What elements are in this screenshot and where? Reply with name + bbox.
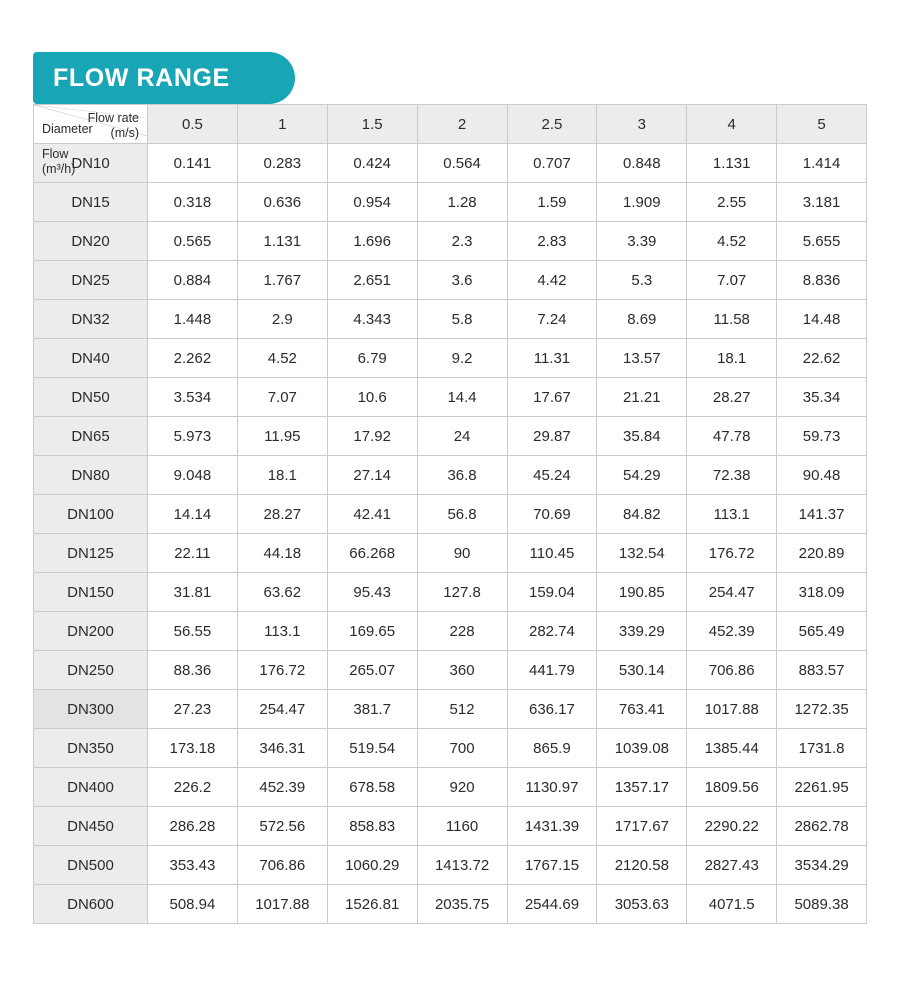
table-cell-flow-value: 1.767	[237, 261, 327, 300]
table-cell-flow-value: 132.54	[597, 534, 687, 573]
table-cell-flow-value: 0.283	[237, 144, 327, 183]
table-cell-flow-value: 2862.78	[777, 807, 867, 846]
row-header-diameter: DN32	[34, 300, 148, 339]
table-cell-flow-value: 45.24	[507, 456, 597, 495]
table-cell-flow-value: 286.28	[148, 807, 238, 846]
table-row	[34, 300, 867, 339]
table-cell-flow-value: 22.62	[777, 339, 867, 378]
table-cell-flow-value: 530.14	[597, 651, 687, 690]
table-cell-flow-value: 5.8	[417, 300, 507, 339]
table-cell-flow-value: 3.534	[148, 378, 238, 417]
table-row	[34, 651, 867, 690]
row-header-diameter: DN40	[34, 339, 148, 378]
table-cell-flow-value: 254.47	[237, 690, 327, 729]
table-cell-flow-value: 56.8	[417, 495, 507, 534]
table-cell-flow-value: 6.79	[327, 339, 417, 378]
table-cell-flow-value: 190.85	[597, 573, 687, 612]
table-cell-flow-value: 7.07	[687, 261, 777, 300]
table-cell-flow-value: 70.69	[507, 495, 597, 534]
table-cell-flow-value: 4.42	[507, 261, 597, 300]
table-cell-flow-value: 176.72	[237, 651, 327, 690]
corner-label-diameter: Diameter	[42, 122, 93, 136]
table-cell-flow-value: 254.47	[687, 573, 777, 612]
table-cell-flow-value: 11.58	[687, 300, 777, 339]
table-cell-flow-value: 18.1	[687, 339, 777, 378]
table-row	[34, 339, 867, 378]
table-cell-flow-value: 763.41	[597, 690, 687, 729]
row-header-diameter: DN450	[34, 807, 148, 846]
table-row	[34, 612, 867, 651]
row-header-diameter: DN15	[34, 183, 148, 222]
table-cell-flow-value: 8.69	[597, 300, 687, 339]
table-cell-flow-value: 27.14	[327, 456, 417, 495]
table-cell-flow-value: 24	[417, 417, 507, 456]
table-cell-flow-value: 0.564	[417, 144, 507, 183]
row-header-diameter: DN10	[34, 144, 148, 183]
table-cell-flow-value: 5.973	[148, 417, 238, 456]
table-cell-flow-value: 706.86	[687, 651, 777, 690]
table-cell-flow-value: 1017.88	[237, 885, 327, 924]
row-header-diameter: DN200	[34, 612, 148, 651]
row-header-diameter: DN50	[34, 378, 148, 417]
table-cell-flow-value: 441.79	[507, 651, 597, 690]
table-cell-flow-value: 11.95	[237, 417, 327, 456]
column-header-speed: 3	[597, 105, 687, 144]
table-cell-flow-value: 4071.5	[687, 885, 777, 924]
table-cell-flow-value: 1526.81	[327, 885, 417, 924]
column-header-speed: 1.5	[327, 105, 417, 144]
table-cell-flow-value: 1039.08	[597, 729, 687, 768]
row-header-diameter: DN300	[34, 690, 148, 729]
table-cell-flow-value: 0.565	[148, 222, 238, 261]
corner-label-flow-rate-text: Flow rate	[87, 111, 139, 125]
row-header-diameter: DN150	[34, 573, 148, 612]
table-row	[34, 768, 867, 807]
table-cell-flow-value: 0.954	[327, 183, 417, 222]
table-cell-flow-value: 22.11	[148, 534, 238, 573]
table-cell-flow-value: 2120.58	[597, 846, 687, 885]
column-header-speed: 2	[417, 105, 507, 144]
table-cell-flow-value: 176.72	[687, 534, 777, 573]
table-cell-flow-value: 63.62	[237, 573, 327, 612]
table-cell-flow-value: 8.836	[777, 261, 867, 300]
table-cell-flow-value: 0.636	[237, 183, 327, 222]
table-cell-flow-value: 360	[417, 651, 507, 690]
table-cell-flow-value: 706.86	[237, 846, 327, 885]
table-cell-flow-value: 7.24	[507, 300, 597, 339]
table-cell-flow-value: 920	[417, 768, 507, 807]
table-cell-flow-value: 0.424	[327, 144, 417, 183]
table-cell-flow-value: 127.8	[417, 573, 507, 612]
table-cell-flow-value: 3.181	[777, 183, 867, 222]
table-cell-flow-value: 265.07	[327, 651, 417, 690]
table-row	[34, 885, 867, 924]
table-cell-flow-value: 1357.17	[597, 768, 687, 807]
table-cell-flow-value: 1809.56	[687, 768, 777, 807]
table-cell-flow-value: 1731.8	[777, 729, 867, 768]
table-cell-flow-value: 29.87	[507, 417, 597, 456]
table-cell-flow-value: 84.82	[597, 495, 687, 534]
table-cell-flow-value: 90	[417, 534, 507, 573]
table-cell-flow-value: 17.67	[507, 378, 597, 417]
table-cell-flow-value: 14.48	[777, 300, 867, 339]
table-cell-flow-value: 4.52	[687, 222, 777, 261]
table-cell-flow-value: 572.56	[237, 807, 327, 846]
table-cell-flow-value: 565.49	[777, 612, 867, 651]
column-header-speed: 5	[777, 105, 867, 144]
table-cell-flow-value: 2.3	[417, 222, 507, 261]
row-header-diameter: DN20	[34, 222, 148, 261]
row-header-diameter: DN350	[34, 729, 148, 768]
table-cell-flow-value: 14.4	[417, 378, 507, 417]
table-cell-flow-value: 14.14	[148, 495, 238, 534]
table-cell-flow-value: 452.39	[687, 612, 777, 651]
table-row	[34, 807, 867, 846]
table-cell-flow-value: 10.6	[327, 378, 417, 417]
table-cell-flow-value: 42.41	[327, 495, 417, 534]
table-cell-flow-value: 452.39	[237, 768, 327, 807]
table-cell-flow-value: 44.18	[237, 534, 327, 573]
table-cell-flow-value: 2827.43	[687, 846, 777, 885]
table-row	[34, 144, 867, 183]
table-cell-flow-value: 353.43	[148, 846, 238, 885]
column-header-speed: 4	[687, 105, 777, 144]
table-cell-flow-value: 27.23	[148, 690, 238, 729]
table-row	[34, 456, 867, 495]
table-cell-flow-value: 56.55	[148, 612, 238, 651]
table-cell-flow-value: 1.131	[687, 144, 777, 183]
table-row	[34, 183, 867, 222]
table-cell-flow-value: 1272.35	[777, 690, 867, 729]
table-cell-flow-value: 28.27	[237, 495, 327, 534]
row-header-diameter: DN400	[34, 768, 148, 807]
table-cell-flow-value: 4.52	[237, 339, 327, 378]
table-cell-flow-value: 1.414	[777, 144, 867, 183]
corner-label-flow-rate-unit: (m/s)	[110, 126, 139, 140]
table-cell-flow-value: 0.848	[597, 144, 687, 183]
table-row	[34, 573, 867, 612]
table-cell-flow-value: 141.37	[777, 495, 867, 534]
corner-label-flow-rate	[88, 111, 139, 141]
table-cell-flow-value: 1.448	[148, 300, 238, 339]
table-cell-flow-value: 0.707	[507, 144, 597, 183]
table-cell-flow-value: 1.131	[237, 222, 327, 261]
table-cell-flow-value: 2261.95	[777, 768, 867, 807]
table-cell-flow-value: 173.18	[148, 729, 238, 768]
table-cell-flow-value: 858.83	[327, 807, 417, 846]
table-cell-flow-value: 54.29	[597, 456, 687, 495]
table-cell-flow-value: 35.84	[597, 417, 687, 456]
table-cell-flow-value: 95.43	[327, 573, 417, 612]
table-cell-flow-value: 17.92	[327, 417, 417, 456]
table-cell-flow-value: 1431.39	[507, 807, 597, 846]
table-cell-flow-value: 1.59	[507, 183, 597, 222]
table-cell-flow-value: 678.58	[327, 768, 417, 807]
table-cell-flow-value: 5089.38	[777, 885, 867, 924]
table-cell-flow-value: 519.54	[327, 729, 417, 768]
row-header-diameter: DN25	[34, 261, 148, 300]
table-row	[34, 378, 867, 417]
table-cell-flow-value: 4.343	[327, 300, 417, 339]
row-header-diameter: DN250	[34, 651, 148, 690]
table-row	[34, 222, 867, 261]
table-cell-flow-value: 1.909	[597, 183, 687, 222]
table-cell-flow-value: 59.73	[777, 417, 867, 456]
row-header-diameter: DN100	[34, 495, 148, 534]
column-header-speed: 2.5	[507, 105, 597, 144]
table-cell-flow-value: 3.6	[417, 261, 507, 300]
table-cell-flow-value: 636.17	[507, 690, 597, 729]
row-header-diameter: DN125	[34, 534, 148, 573]
table-row	[34, 261, 867, 300]
table-row	[34, 846, 867, 885]
table-body	[34, 144, 867, 924]
table-cell-flow-value: 3.39	[597, 222, 687, 261]
table-cell-flow-value: 2.9	[237, 300, 327, 339]
table-cell-flow-value: 88.36	[148, 651, 238, 690]
table-cell-flow-value: 883.57	[777, 651, 867, 690]
table-cell-flow-value: 13.57	[597, 339, 687, 378]
table-cell-flow-value: 36.8	[417, 456, 507, 495]
corner-label-flow-unit: (m³/h)	[42, 162, 76, 176]
table-cell-flow-value: 865.9	[507, 729, 597, 768]
table-cell-flow-value: 512	[417, 690, 507, 729]
table-cell-flow-value: 508.94	[148, 885, 238, 924]
table-cell-flow-value: 90.48	[777, 456, 867, 495]
table-cell-flow-value: 2035.75	[417, 885, 507, 924]
table-cell-flow-value: 1017.88	[687, 690, 777, 729]
table-cell-flow-value: 228	[417, 612, 507, 651]
table-cell-flow-value: 3053.63	[597, 885, 687, 924]
table-cell-flow-value: 110.45	[507, 534, 597, 573]
table-cell-flow-value: 2544.69	[507, 885, 597, 924]
table-cell-flow-value: 1.28	[417, 183, 507, 222]
table-row	[34, 495, 867, 534]
table-cell-flow-value: 159.04	[507, 573, 597, 612]
table-cell-flow-value: 47.78	[687, 417, 777, 456]
table-cell-flow-value: 169.65	[327, 612, 417, 651]
table-cell-flow-value: 9.2	[417, 339, 507, 378]
table-cell-flow-value: 1160	[417, 807, 507, 846]
table-cell-flow-value: 0.318	[148, 183, 238, 222]
table-cell-flow-value: 346.31	[237, 729, 327, 768]
table-cell-flow-value: 1060.29	[327, 846, 417, 885]
row-header-diameter: DN80	[34, 456, 148, 495]
table-row	[34, 417, 867, 456]
table-cell-flow-value: 5.655	[777, 222, 867, 261]
table-cell-flow-value: 113.1	[687, 495, 777, 534]
table-cell-flow-value: 11.31	[507, 339, 597, 378]
table-cell-flow-value: 1717.67	[597, 807, 687, 846]
table-cell-flow-value: 18.1	[237, 456, 327, 495]
table-cell-flow-value: 9.048	[148, 456, 238, 495]
table-cell-flow-value: 113.1	[237, 612, 327, 651]
table-cell-flow-value: 5.3	[597, 261, 687, 300]
table-cell-flow-value: 2290.22	[687, 807, 777, 846]
table-cell-flow-value: 318.09	[777, 573, 867, 612]
page-title: FLOW RANGE	[53, 63, 230, 92]
column-header-speed: 0.5	[148, 105, 238, 144]
column-header-speed: 1	[237, 105, 327, 144]
flow-range-table	[33, 104, 867, 924]
row-header-diameter: DN65	[34, 417, 148, 456]
table-cell-flow-value: 72.38	[687, 456, 777, 495]
table-cell-flow-value: 21.21	[597, 378, 687, 417]
table-cell-flow-value: 226.2	[148, 768, 238, 807]
table-cell-flow-value: 2.262	[148, 339, 238, 378]
table-cell-flow-value: 381.7	[327, 690, 417, 729]
table-cell-flow-value: 1.696	[327, 222, 417, 261]
table-cell-flow-value: 0.884	[148, 261, 238, 300]
table-cell-flow-value: 66.268	[327, 534, 417, 573]
corner-label-flow-text: Flow	[42, 147, 69, 161]
table-cell-flow-value: 2.83	[507, 222, 597, 261]
table-cell-flow-value: 2.651	[327, 261, 417, 300]
flow-range-banner	[33, 52, 295, 104]
flow-range-table-wrapper	[33, 104, 867, 924]
table-cell-flow-value: 7.07	[237, 378, 327, 417]
row-header-diameter: DN500	[34, 846, 148, 885]
table-cell-flow-value: 2.55	[687, 183, 777, 222]
table-cell-flow-value: 220.89	[777, 534, 867, 573]
table-header-row	[34, 105, 867, 144]
table-cell-flow-value: 28.27	[687, 378, 777, 417]
row-header-diameter: DN600	[34, 885, 148, 924]
table-cell-flow-value: 35.34	[777, 378, 867, 417]
table-cell-flow-value: 31.81	[148, 573, 238, 612]
table-row	[34, 729, 867, 768]
corner-label-flow	[42, 147, 75, 177]
table-cell-flow-value: 700	[417, 729, 507, 768]
table-cell-flow-value: 3534.29	[777, 846, 867, 885]
table-cell-flow-value: 1767.15	[507, 846, 597, 885]
table-cell-flow-value: 1130.97	[507, 768, 597, 807]
table-cell-flow-value: 282.74	[507, 612, 597, 651]
table-cell-flow-value: 1385.44	[687, 729, 777, 768]
table-cell-flow-value: 0.141	[148, 144, 238, 183]
table-row	[34, 534, 867, 573]
table-cell-flow-value: 1413.72	[417, 846, 507, 885]
table-row	[34, 690, 867, 729]
table-cell-flow-value: 339.29	[597, 612, 687, 651]
